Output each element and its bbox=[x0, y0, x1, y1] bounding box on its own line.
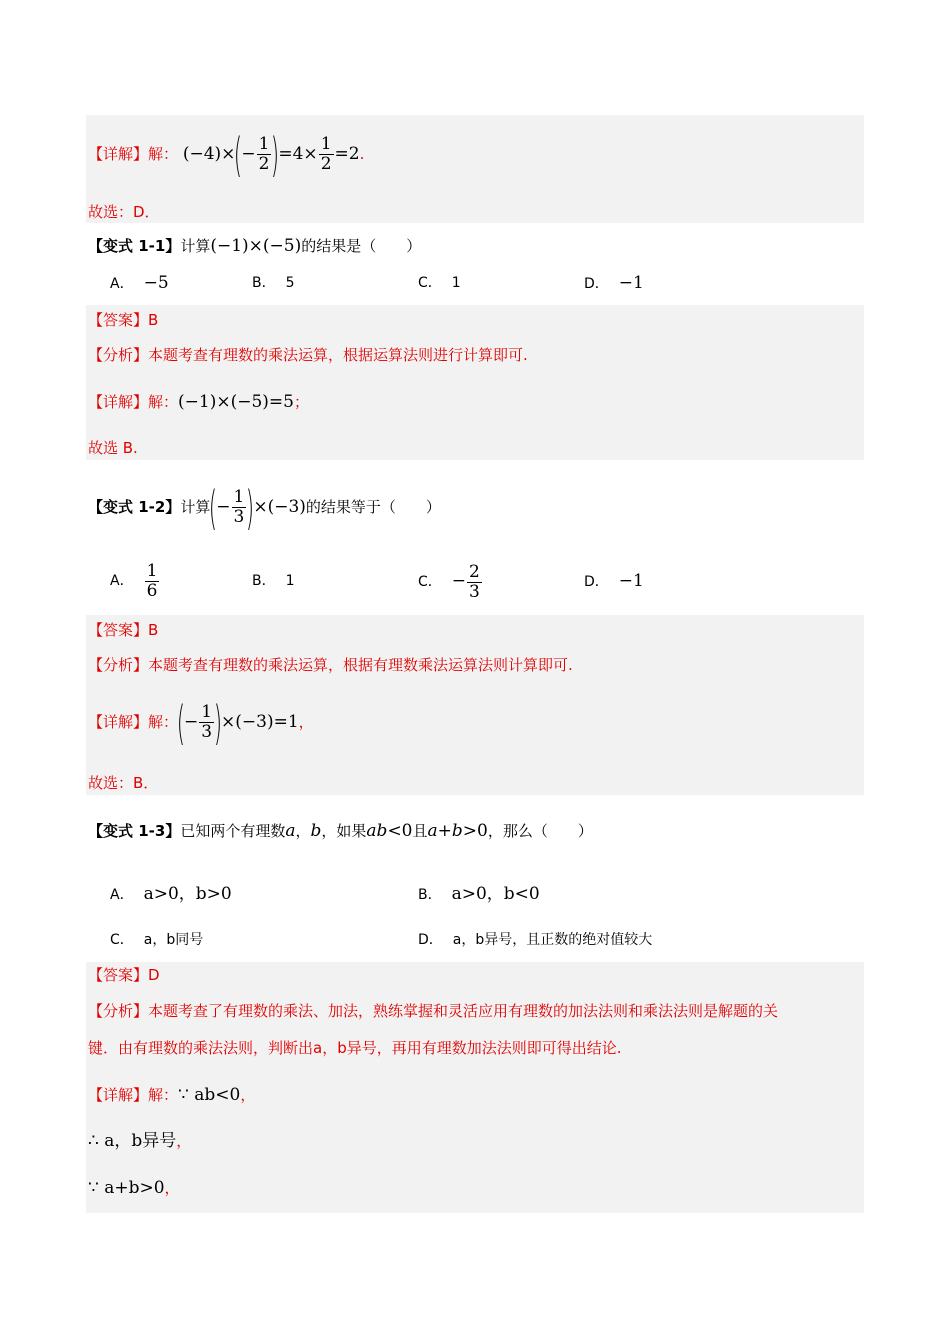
prev-detail-line: 【详解】解： (−4)×(− $\frac{1}{2}$ )=4× $\frac{1}{2}$ =2. bbox=[88, 127, 365, 182]
q3-stem: 【变式 1-3】已知两个有理数a，b，如果ab<0且a+b>0，那么（ ） bbox=[88, 821, 593, 841]
q1-solution-box bbox=[86, 305, 864, 460]
q3-label: 【变式 1-3】 bbox=[88, 822, 181, 840]
q2-option-b[interactable]: B． 1 bbox=[252, 573, 295, 589]
q3-detail: 【详解】解：∵ ab<0， bbox=[88, 1085, 256, 1105]
q2-option-d[interactable]: D． −1 bbox=[584, 571, 644, 591]
q1-option-b[interactable]: B． 5 bbox=[252, 275, 295, 291]
q3-step3: ∵ a+b>0， bbox=[88, 1178, 180, 1198]
q2-option-a[interactable]: A． $\frac{1}{6}$ bbox=[110, 560, 158, 601]
fraction: $\frac{1}{2}$ bbox=[258, 134, 270, 174]
prev-choice: 故选：D． bbox=[88, 203, 160, 221]
q1-detail: 【详解】解：(−1)×(−5)=5； bbox=[88, 392, 310, 412]
fraction: $\frac{1}{3}$ bbox=[201, 702, 213, 742]
q2-answer: 【答案】B bbox=[88, 621, 159, 639]
q2-stem: 【变式 1-2】计算(− $\frac{1}{3}$ )×(−3)的结果等于（ ） bbox=[88, 480, 441, 535]
fraction: $\frac{1}{3}$ bbox=[233, 487, 245, 527]
q2-detail: 【详解】解：(− $\frac{1}{3}$ )×(−3)=1， bbox=[88, 695, 314, 750]
q1-option-a[interactable]: A． −5 bbox=[110, 273, 169, 293]
q3-option-d[interactable]: D． a，b异号，且正数的绝对值较大 bbox=[418, 932, 653, 948]
fraction: $\frac{2}{3}$ bbox=[469, 561, 480, 602]
q1-option-c[interactable]: C． 1 bbox=[418, 275, 461, 291]
q3-analysis-line2: 键．由有理数的乘法法则，判断出a，b异号，再用有理数加法法则即可得出结论. bbox=[88, 1039, 622, 1057]
q2-option-c[interactable]: C． − $\frac{2}{3}$ bbox=[418, 561, 480, 602]
q3-analysis-line1: 【分析】本题考查了有理数的乘法、加法，熟练掌握和灵活应用有理数的加法法则和乘法法则是解题的关 bbox=[88, 1002, 779, 1020]
q3-option-c[interactable]: C． a，b同号 bbox=[110, 932, 204, 948]
q3-option-b[interactable]: B． a>0，b<0 bbox=[418, 884, 540, 904]
q2-analysis: 【分析】本题考查有理数的乘法运算，根据有理数乘法运算法则计算即可. bbox=[88, 656, 573, 674]
fraction: $\frac{1}{6}$ bbox=[146, 560, 158, 601]
q1-stem: 【变式 1-1】计算(−1)×(−5)的结果是（ ） bbox=[88, 236, 422, 256]
q1-option-d[interactable]: D． −1 bbox=[584, 273, 644, 293]
detail-label: 【详解】 bbox=[88, 145, 149, 163]
q1-label: 【变式 1-1】 bbox=[88, 237, 181, 255]
q2-choice: 故选：B． bbox=[88, 774, 159, 792]
q3-step2: ∴ a，b异号， bbox=[88, 1131, 192, 1151]
fraction: $\frac{1}{2}$ bbox=[320, 134, 332, 174]
q3-answer: 【答案】D bbox=[88, 966, 160, 984]
q1-answer: 【答案】B bbox=[88, 311, 159, 329]
q1-choice: 故选 B. bbox=[88, 439, 138, 457]
q1-analysis: 【分析】本题考查有理数的乘法运算，根据运算法则进行计算即可. bbox=[88, 346, 528, 364]
q2-label: 【变式 1-2】 bbox=[88, 498, 181, 516]
q3-option-a[interactable]: A． a>0，b>0 bbox=[110, 884, 232, 904]
